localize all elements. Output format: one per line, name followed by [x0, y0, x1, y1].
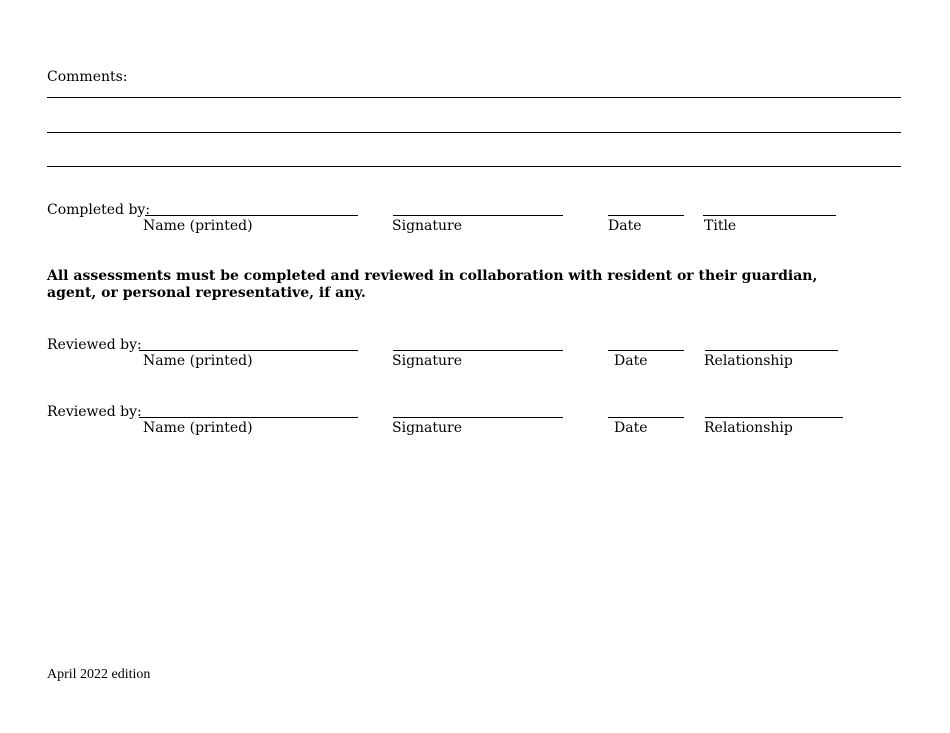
- completed-by-title-caption: Title: [704, 218, 737, 234]
- reviewed-by-2-name-caption: Name (printed): [143, 420, 253, 436]
- comments-line-2[interactable]: [47, 132, 901, 133]
- reviewed-by-1-date-caption: Date: [614, 353, 648, 369]
- completed-by-name-caption: Name (printed): [143, 218, 253, 234]
- reviewed-by-1-name-field[interactable]: [139, 350, 358, 351]
- reviewed-by-2-date-caption: Date: [614, 420, 648, 436]
- reviewed-by-1-signature-caption: Signature: [392, 353, 463, 369]
- reviewed-by-2-date-field[interactable]: [608, 417, 684, 418]
- reviewed-by-2-label: Reviewed by:: [47, 404, 142, 420]
- reviewed-by-2-relationship-field[interactable]: [705, 417, 843, 418]
- reviewed-by-1-name-caption: Name (printed): [143, 353, 253, 369]
- comments-line-3[interactable]: [47, 166, 901, 167]
- edition-footer: April 2022 edition: [47, 667, 151, 682]
- reviewed-by-2-signature-field[interactable]: [393, 417, 563, 418]
- completed-by-date-caption: Date: [608, 218, 642, 234]
- reviewed-by-1-signature-field[interactable]: [393, 350, 563, 351]
- reviewed-by-2-signature-caption: Signature: [392, 420, 463, 436]
- completed-by-title-field[interactable]: [703, 215, 836, 216]
- reviewed-by-1-relationship-field[interactable]: [705, 350, 838, 351]
- reviewed-by-2-name-field[interactable]: [139, 417, 358, 418]
- reviewed-by-1-label: Reviewed by:: [47, 337, 142, 353]
- comments-line-1[interactable]: [47, 97, 901, 98]
- reviewed-by-1-relationship-caption: Relationship: [704, 353, 793, 369]
- reviewed-by-1-date-field[interactable]: [608, 350, 684, 351]
- reviewed-by-2-relationship-caption: Relationship: [704, 420, 793, 436]
- collaboration-notice: All assessments must be completed and reviewed in collaboration with resident or their guardian, agent, or personal representative, if any.: [47, 268, 818, 301]
- completed-by-label: Completed by:: [47, 202, 151, 218]
- comments-label: Comments:: [47, 69, 128, 85]
- completed-by-date-field[interactable]: [608, 215, 684, 216]
- completed-by-signature-field[interactable]: [393, 215, 563, 216]
- completed-by-name-field[interactable]: [145, 215, 358, 216]
- completed-by-signature-caption: Signature: [392, 218, 463, 234]
